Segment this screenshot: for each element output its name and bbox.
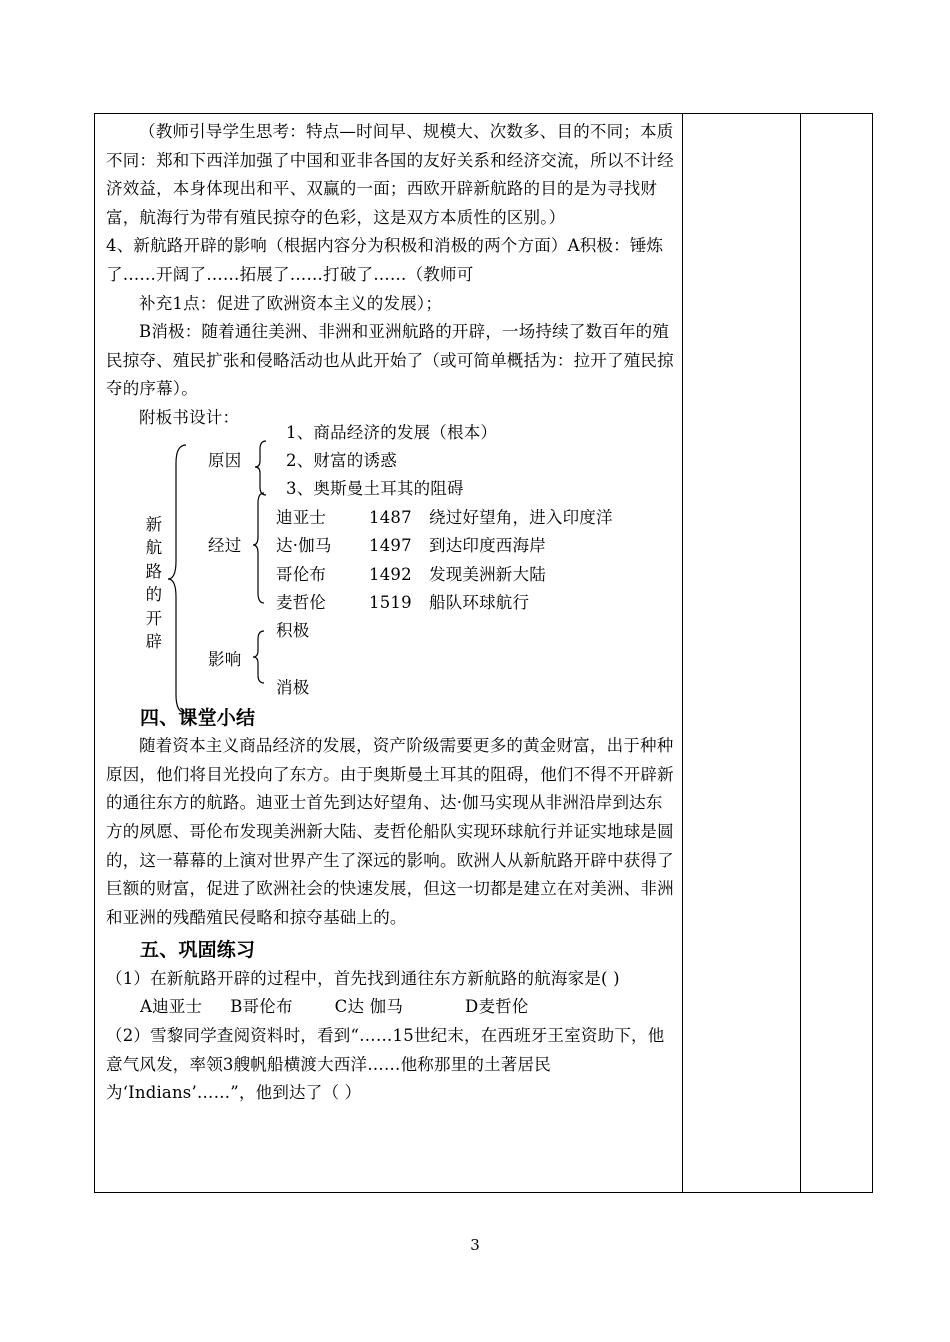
impact-paragraph: 4、新航路开辟的影响（根据内容分为积极和消极的两个方面）A积极：锤炼了……开阔了……拓展了……打破了……（教师可 [106, 236, 664, 284]
cause-label: 原因 [208, 450, 242, 470]
impact-brace-icon [252, 629, 270, 687]
column-divider [682, 114, 683, 1192]
voyage-event: 船队环球航行 [429, 592, 530, 612]
board-design-label: 附板书设计： [139, 407, 240, 427]
option-c: C达 伽马 [334, 997, 404, 1017]
lesson-content [106, 118, 676, 1108]
voyage-event: 发现美洲新大陆 [429, 564, 546, 584]
exercise-heading: 五、巩固练习 [140, 939, 256, 962]
teacher-guidance-paragraph: （教师引导学生思考：特点—时间早、规模大、次数多、目的不同；本质不同：郑和下西洋加强了中国和亚非各国的友好关系和经济交流，所以不计经济效益，本身体现出和平、双赢的一面；西欧开辟新航路的目的是为寻找财富，航海行为带有殖民掠夺的色彩，这是双方本质性的区别。） [106, 122, 674, 227]
voyage-navigator: 麦哲伦 [276, 592, 327, 612]
main-brace-icon [166, 433, 196, 723]
column-divider [800, 114, 801, 1192]
process-label: 经过 [208, 535, 242, 555]
impact-label: 影响 [208, 649, 242, 669]
process-brace-icon [252, 489, 270, 609]
cause-item: 2、财富的诱惑 [286, 450, 397, 470]
summary-paragraph: 随着资本主义商品经济的发展，资产阶级需要更多的黄金财富，出于种种原因，他们将目光投向了东方。由于奥斯曼土耳其的阻碍，他们不得不开辟新的通往东方的航路。迪亚士首先到达好望角、达·伽马实现从非洲沿岸到达东方的夙愿、哥伦布发现美洲新大陆、麦哲伦船队实现环球航行并证实地球是圆的，这一幕幕的上演对世界产生了深远的影响。欧洲人从新航路开辟中获得了巨额的财富，促进了欧洲社会的快速发展，但这一切都是建立在对美洲、非洲和亚洲的残酷殖民侵略和掠夺基础上的。 [106, 736, 674, 927]
voyage-navigator: 哥伦布 [276, 564, 327, 584]
voyage-event: 到达印度西海岸 [429, 535, 546, 555]
voyage-year: 1487 [369, 507, 412, 527]
impact-positive: 积极 [276, 620, 310, 640]
impact-negative: 消极 [276, 677, 310, 697]
voyage-year: 1492 [369, 564, 412, 584]
voyage-event: 绕过好望角，进入印度洋 [429, 507, 613, 527]
exercise-options-1 [106, 993, 676, 1022]
voyage-year: 1497 [369, 535, 412, 555]
option-a: A迪亚士 [140, 997, 203, 1017]
cause-item: 1、商品经济的发展（根本） [286, 422, 498, 442]
supplement-paragraph: 补充1点：促进了欧洲资本主义的发展）； [139, 293, 443, 313]
negative-impact-paragraph: B消极：随着通往美洲、非洲和亚洲航路的开辟，一场持续了数百年的殖民掠夺、殖民扩张和侵略活动也从此开始了（或可简单概括为：拉开了殖民掠夺的序幕）。 [106, 322, 674, 399]
voyage-navigator: 迪亚士 [276, 507, 327, 527]
summary-heading: 四、课堂小结 [140, 706, 256, 729]
board-design [106, 422, 676, 721]
cause-item: 3、奥斯曼土耳其的阻碍 [286, 478, 464, 498]
option-d: D麦哲伦 [465, 997, 529, 1017]
exercise-question-2: （2）雪黎同学查阅资料时，看到“……15世纪末，在西班牙王室资助下，他意气风发，率领3艘帆船横渡大西洋……他称那里的土著居民为‘Indians’……”，他到达了（ ） [106, 1026, 665, 1103]
page-number: 3 [470, 1236, 480, 1254]
exercise-question-1: （1）在新航路开辟的过程中，首先找到通往东方新航路的航海家是( ) [106, 968, 620, 988]
voyage-navigator: 达·伽马 [276, 535, 332, 555]
board-main-title: 新航路的开辟 [145, 514, 163, 652]
voyage-year: 1519 [369, 592, 412, 612]
option-b: B哥伦布 [230, 997, 293, 1017]
